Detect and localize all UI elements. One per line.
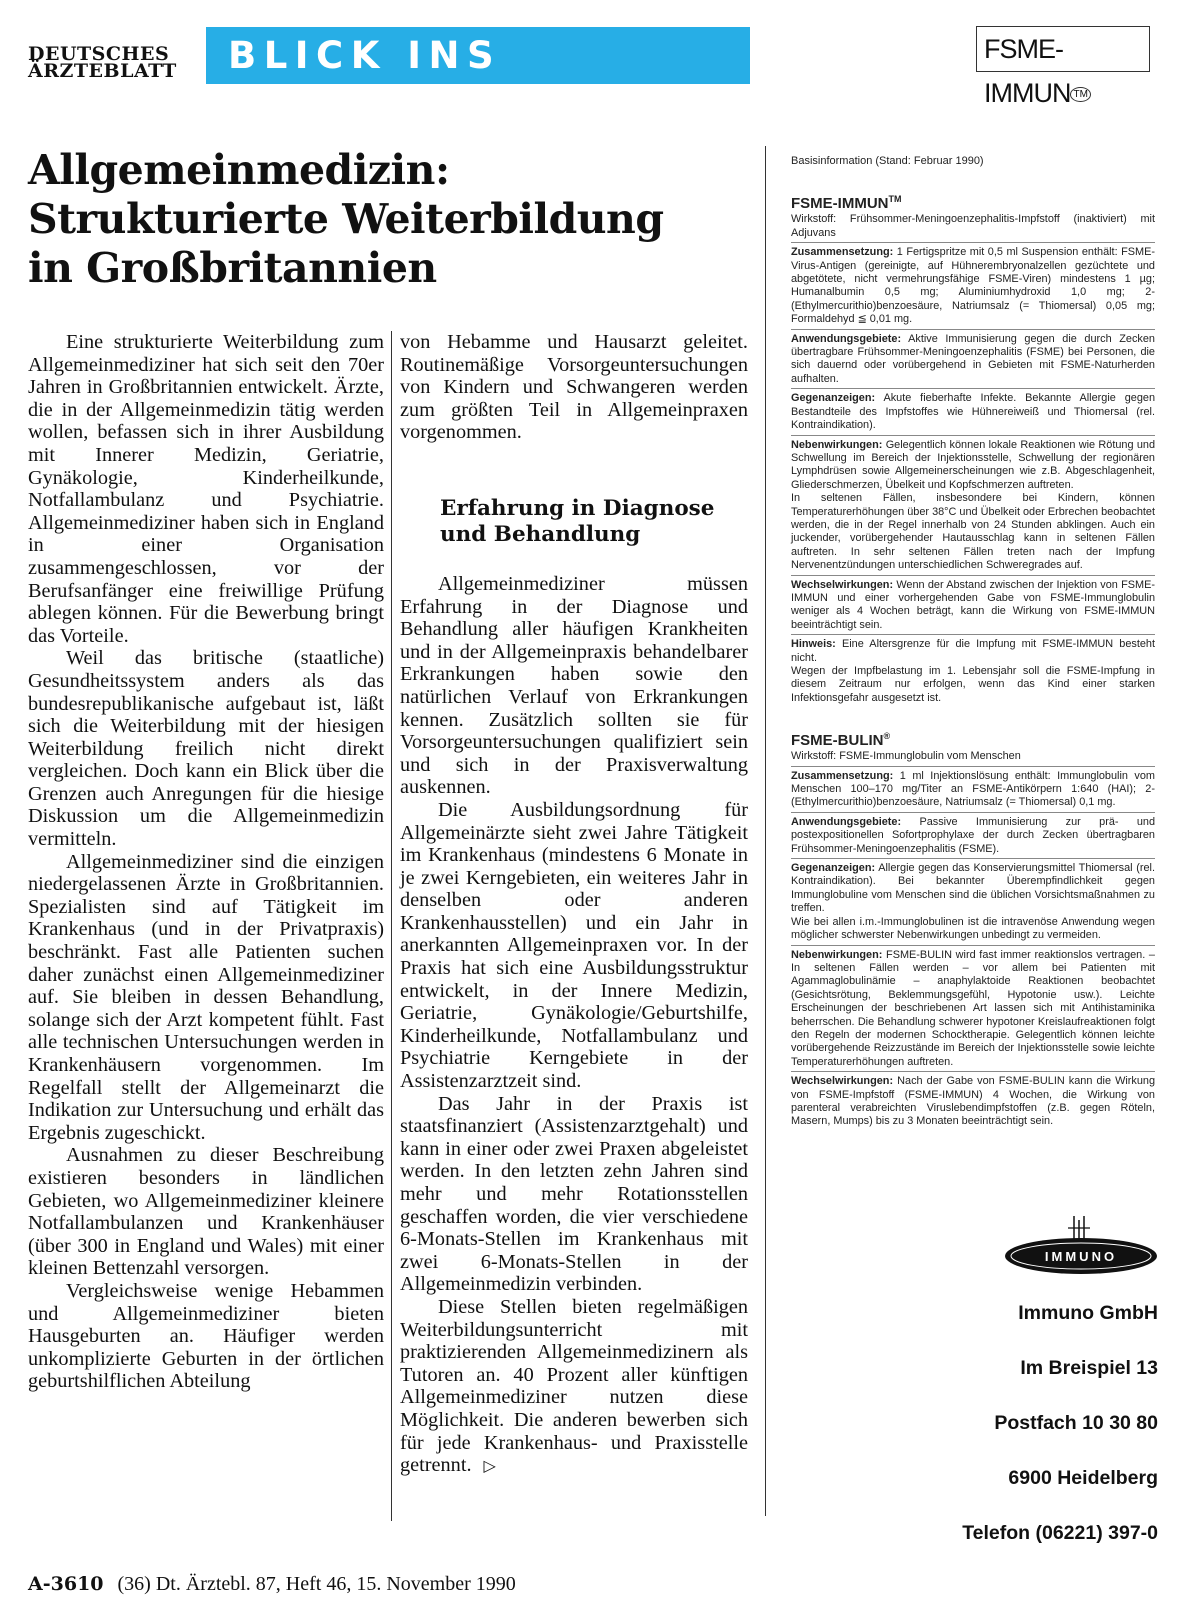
ad-section [791, 439, 1155, 573]
paragraph: Ausnahmen zu dieser Beschreibung existieren besonders in ländlichen Gebieten, wo Allgemeinmediziner kleinere Notfallambulanzen und Krankenhäuser (über 300 in England und Wales) mit einer kleinen Bettenzahl versorgen. [28, 1144, 384, 1280]
ad-section-text: Wie bei allen i.m.-Immunglobulinen ist die intravenöse Anwendung wegen möglicher schwerster Nebenwirkungen unbedingt zu vermeiden. [791, 915, 1155, 942]
title-line: Allgemeinmedizin: [28, 146, 450, 194]
ad-section-label: Hinweis: [791, 638, 836, 651]
divider [791, 1071, 1155, 1072]
continued-arrow-icon: ▷ [483, 1456, 496, 1476]
logo-text: IMMUNO [1044, 1249, 1118, 1264]
divider [791, 575, 1155, 576]
paragraph: Weil das britische (staatliche) Gesundheitssystem anders als das bundesrepublikanische aufgebaut ist, läßt sich die Weiterbildung mit der hiesigen Weiterbildung freilich nicht direkt vergleichen. Doch kann ein Blick über die Grenzen auch Anregungen für die hiesige Diskussion um die Allgemeinmedizin vermitteln. [28, 647, 384, 851]
divider [791, 812, 1155, 813]
divider [791, 388, 1155, 389]
article-column-2 [400, 331, 748, 1478]
column-divider [391, 331, 392, 1521]
immuno-logo [1002, 1214, 1160, 1284]
paragraph [400, 1296, 748, 1478]
ad-section-text: 1 ml Injektionslösung enthält: Immunglobulin vom Menschen 100–170 mg/Titer an FSME-Antikörpern 1:640 (HAI); 2-(Ethylmercurithio)benzoesäure, Natriumsalz (= Thiomersal) 0,1 mg. [791, 769, 1155, 809]
brand-name: FSME-IMMUN [984, 34, 1071, 108]
ad-section [791, 392, 1155, 432]
ad-section [791, 949, 1155, 1070]
divider [791, 858, 1155, 859]
ad-section-text: Passive Immunisierung zur prä- und postexpositionellen Sofortprophylaxe der durch Zecken übertragbaren Frühsommer-Meningoenzephalitis (FSME). [791, 815, 1156, 855]
ad-section-label: Wechselwirkungen: [791, 578, 894, 591]
ad-section [791, 770, 1155, 810]
ad-section-label: Gegenanzeigen: [791, 862, 876, 875]
article-column-1 [28, 331, 384, 1393]
section-banner: BLICK INS AUSLAND [206, 27, 750, 84]
ad-section [791, 1075, 1155, 1129]
citation: (36) Dt. Ärztebl. 87, Heft 46, 15. November 1990 [117, 1573, 516, 1595]
divider [791, 766, 1155, 767]
wirkstoff: Wirkstoff: Frühsommer-Meningoenzephalitis-Impfstoff (inaktiviert) mit Adjuvans [791, 213, 1155, 239]
ad-section-text: Wegen der Impfbelastung im 1. Lebensjahr soll die FSME-Impfung in diesem Zeitraum nur erfolgen, wenn das Kind einer starken Infektionsgefahr ausgesetzt ist. [791, 665, 1155, 704]
brand-logo [976, 26, 1150, 108]
ad-section-label: Wechselwirkungen: [791, 1075, 894, 1088]
paragraph: Allgemeinmediziner sind die einzigen niedergelassenen Ärzte in Großbritannien. Spezialisten sind auf Tätigkeit im Krankenhaus (und in der Privatpraxis) beschränkt. Fast alle Patienten suchen daher zunächst einen Allgemeinmediziner auf. Sie bleiben in dessen Behandlung, solange sich der Arzt kompetent fühlt. Fast alle technischen Untersuchungen werden in Krankenhäusern vorgenommen. Im Regelfall stellt der Allgemeinarzt die Indikation zur Untersuchung und erhält das Ergebnis zugeschickt. [28, 850, 384, 1144]
ad-section-label: Anwendungsgebiete: [791, 332, 902, 345]
paragraph: Das Jahr in der Praxis ist staatsfinanziert (Assistenzarztgehalt) und kann in einer oder zwei Praxen abgeleistet werden. In den letzten zehn Jahren sind mehr und mehr Rotationsstellen geschaffen worden, die vier verschiedene 6-Monats-Stellen im Krankenhaus mit zwei 6-Monats-Stellen in der Allgemeinmedizin verbinden. [400, 1092, 748, 1296]
divider [791, 634, 1155, 635]
company-city: 6900 Heidelberg [1008, 1467, 1158, 1489]
paragraph: Die Ausbildungsordnung für Allgemeinärzte sieht zwei Jahre Tätigkeit im Krankenhaus (mindestens 6 Monate in je zwei Kerngebieten, ein weiteres Jahr in denselben oder anderen Krankenhausstellen) und ein Jahr in anerkannten Allgemeinpraxen vor. In der Praxis hat sich eine Ausbildungsstruktur entwickelt, in der Innere Medizin, Geriatrie, Gynäkologie/Geburtshilfe, Kinderheilkunde, Notfallambulanz und Psychiatrie Kerngebiete in der Assistenzarztzeit sind. [400, 798, 748, 1093]
product-name: FSME-IMMUN [791, 195, 889, 213]
ad-section-label: Zusammensetzung: [791, 769, 894, 782]
divider [791, 329, 1155, 330]
paragraph: Eine strukturierte Weiterbildung zum Allgemeinmediziner hat sich seit den 70er Jahren in Großbritannien entwickelt. Ärzte, die in der Allgemeinmedizin tätig werden wollen, befassen sich in ihrer Ausbildung mit Innerer Medizin, Geriatrie, Gynäkologie, Kinderheilkunde, Notfallambulanz und Psychiatrie. Allgemeinmediziner haben sich in England in einer Organisation zusammengeschlossen, vor der Berufsanfänger eine freiwillige Prüfung ablegen können. Für die Bewerbung bringt das Vorteile. [28, 331, 384, 647]
drug-information-ad [791, 155, 1155, 1131]
ad-section-label: Nebenwirkungen: [791, 948, 883, 961]
company-name: Immuno GmbH [1018, 1302, 1158, 1324]
divider [791, 435, 1155, 436]
journal-logo-line1: DEUTSCHES [28, 43, 170, 65]
product-name-fsme-bulin [791, 727, 1155, 750]
ad-section [791, 638, 1155, 705]
company-street: Im Breispiel 13 [1020, 1357, 1158, 1379]
ad-section-text: Allergie gegen das Konservierungsmittel Thiomersal (rel. Kontraindikation). Bei bekannter Überempfindlichkeit gegen Immunglobuline vom Menschen sind die üblichen Vorsichtsmaßnahmen zu treffen. [791, 862, 1155, 915]
paragraph: Vergleichsweise wenige Hebammen und Allgemeinmediziner bieten Hausgeburten an. Häufiger werden unkomplizierte Geburten in der örtlichen geburtshilflichen Abteilung [28, 1279, 384, 1393]
article-title [28, 146, 748, 293]
basis-information: Basisinformation (Stand: Februar 1990) [791, 155, 984, 167]
paragraph: von Hebamme und Hausarzt geleitet. Routinemäßige Vorsorgeuntersuchungen von Kindern und Schwangeren werden zum größten Teil in Allgemeinpraxen vorgenommen. [400, 331, 748, 444]
ad-section-label: Nebenwirkungen: [791, 438, 883, 451]
ad-section [791, 579, 1155, 633]
ad-section-text: FSME-BULIN wird fast immer reaktionslos vertragen. – In seltenen Fällen werden – vor allem bei Patienten mit Agammaglobulinämie – anaphylaktoide Reaktionen beobachtet (Gesichtsrötung, Beklemmungsgefühl, Hypotonie usw.). Leichte Erscheinungen der beschriebenen Art lassen sich mit Antihistaminika beherrschen. Die Behandlung schwerer hypotoner Kreislaufreaktionen folgt den Regeln der modernen Schocktherapie. Gelegentlich können leichte vorübergehende Reizzustände im Bereich der Injektionsstelle sowie leichte Temperaturerhöhungen auftreten. [791, 948, 1155, 1068]
title-line: Strukturierte Weiterbildung [28, 195, 664, 243]
ad-section-text: Eine Altersgrenze für die Impfung mit FSME-IMMUN besteht nicht. [791, 638, 1155, 664]
ad-section-text: Aktive Immunisierung gegen die durch Zecken übertragbare Frühsommer-Meningoenzephalitis (FSME) bei Personen, die sich dauernd oder vorübergehend in Gebieten mit FSME-Naturherden aufhalten. [791, 332, 1155, 385]
ad-section-text: Akute fieberhafte Infekte. Bekannte Allergie gegen Bestandteile des Impfstoffes wie Hühnereiweiß und Thiomersal (rel. Kontraindikation). [791, 392, 1155, 432]
trademark-mark: TM [1070, 87, 1090, 102]
product-name-fsme-immun [791, 190, 1155, 213]
wirkstoff: Wirkstoff: FSME-Immunglobulin vom Menschen [791, 750, 1021, 763]
ad-section [791, 816, 1155, 856]
trademark-mark: TM [888, 194, 902, 205]
ad-section-label: Anwendungsgebiete: [791, 815, 902, 828]
company-postbox: Postfach 10 30 80 [994, 1412, 1158, 1434]
page-number: A-3610 [28, 1573, 104, 1595]
paragraph: Allgemeinmediziner müssen Erfahrung in der Diagnose und Behandlung aller häufigen Krankheiten und in der Allgemeinpraxis behandelbarer Erkrankungen haben sowie den natürlichen Verlauf von Erkrankungen kennen. Zusätzlich sollten sie für Vorsorgeuntersuchungen qualifiziert sein und sich in der Praxisverwaltung auskennen. [400, 572, 748, 799]
journal-logo [28, 43, 198, 82]
ad-section-text: Nach der Gabe von FSME-BULIN kann die Wirkung von FSME-Impfstoff (FSME-IMMUN) 4 Wochen, die Wirkung von parenteral verabreichten Viruslebendimpfstoffen (z.B. gegen Röteln, Masern, Mumps) bis zu 3 Monaten beeinträchtigt sein. [791, 1075, 1156, 1128]
ad-section-text: 1 Fertigspritze mit 0,5 ml Suspension enthält: FSME-Virus-Antigen (gereinigte, auf Hühnerembryonalzellen gezüchtete und abgetötete, nicht vermehrungsfähige FSME-Viren) mindestens 1 µg; Humanalbumin 0,5 mg; Aluminiumhydroxid 1,0 mg; 2-(Ethylmercurithio)benzoesäure, Natriumsalz (= Thiomersal) 0,05 mg; Formaldehyd ≦ 0,01 mg. [791, 246, 1155, 326]
ad-section-label: Gegenanzeigen: [791, 392, 876, 405]
divider [791, 945, 1155, 946]
journal-logo-line2: ÄRZTEBLATT [28, 60, 177, 82]
ad-section [791, 246, 1155, 326]
paragraph-text: Diese Stellen bieten regelmäßigen Weiterbildungsunterricht mit praktizierenden Allgemeinmedizinern als Tutoren an. 40 Prozent aller künftigen Allgemeinmediziner nutzen diese Möglichkeit. Die anderen bewerben sich für jede Krankenhaus- und Praxisstelle getrennt. [400, 1295, 748, 1477]
ad-section [791, 862, 1155, 942]
ad-divider [765, 146, 766, 1516]
page-footer [28, 1573, 516, 1596]
ad-section [791, 333, 1155, 387]
ad-section-text: Gelegentlich können lokale Reaktionen wie Rötung und Schwellung im Bereich der Injektionsstelle, Schwellung der regionären Lymphdrüsen sowie Allgemeinerscheinungen wie z.B. Abgeschlagenheit, Gliederschmerzen, Übelkeit und Kopfschmerzen auftreten. [791, 438, 1155, 491]
company-phone: Telefon (06221) 397-0 [962, 1522, 1158, 1544]
title-line: in Großbritannien [28, 244, 437, 292]
ad-section-text: In seltenen Fällen, insbesondere bei Kindern, können Temperaturerhöhungen über 38°C und Übelkeit oder Erbrechen beobachtet werden, die in der Regel innerhalb von 24 Stunden abklingen. Auch ein juckender, vorübergehender Hautausschlag kann in seltenen Fällen auftreten. In sehr seltenen Fällen treten nach der Impfung Nervenentzündungen unterschiedlichen Schweregrades auf. [791, 492, 1155, 572]
product-name: FSME-BULIN [791, 732, 884, 750]
ad-section-label: Zusammensetzung: [791, 246, 894, 259]
subheading: Erfahrung in Diagnose und Behandlung [440, 495, 715, 547]
registered-mark: ® [883, 731, 891, 742]
ad-section-text: Wenn der Abstand zwischen der Injektion von FSME-IMMUN und einer vorhergehenden Gabe von FSME-Immunglobulin weniger als 4 Wochen beträgt, kann die Wirkung von FSME-IMMUN beeinträchtigt sein. [791, 578, 1155, 631]
divider [791, 242, 1155, 243]
